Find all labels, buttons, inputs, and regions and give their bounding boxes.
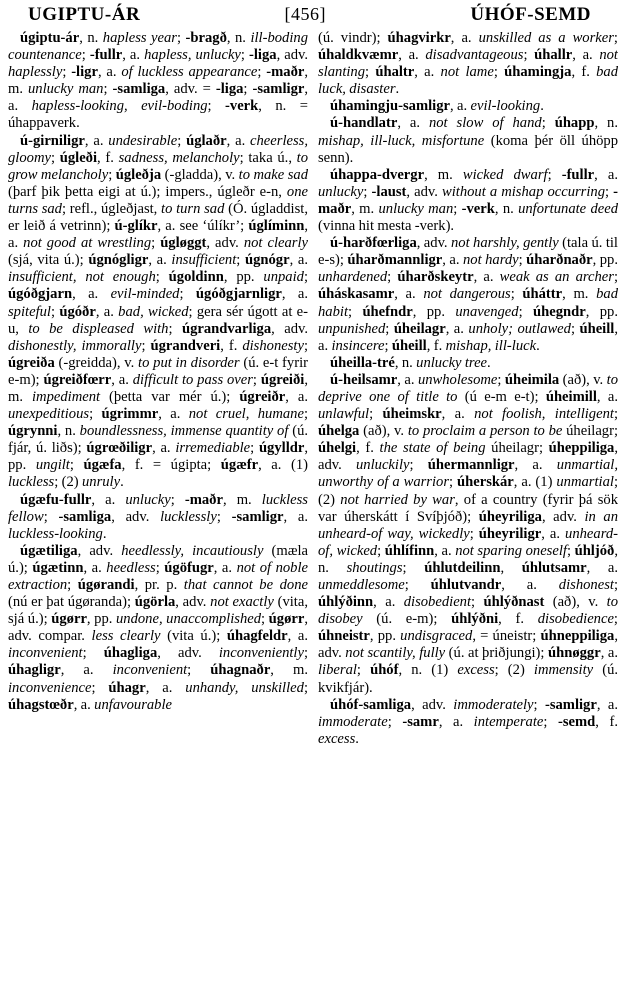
header-left-guideword: UGIPTU-ÁR — [28, 4, 141, 25]
dictionary-entry: ú-harðfœrliga, adv. not harshly, gently (tala ú. til e-s); úharðmannligr, a. not hardy; úharðnaðr, pp. unhardened; úharðskeytr, a. weak as an archer; úháskasamr, a. not dangerous; úháttr, m. bad habit; úhefndr, pp. unavenged; úhegndr, pp. unpunished; úheilagr, a. unholy; outlawed; úheill, a. insincere; úheill, f. mishap, ill-luck. — [318, 235, 618, 354]
page-number: [456] — [284, 4, 327, 24]
header-right-guideword: ÚHÓF-SEMD — [470, 4, 591, 25]
dictionary-entry: úgiptu-ár, n. hapless year; -bragð, n. ill-boding countenance; -fullr, a. hapless, unlucky; -liga, adv. haplessly; -ligr, a. of luckless appearance; -maðr, m. unlucky man; -samliga, adv. = -liga; -samligr, a. hapless-looking, evil-boding; -verk, n. = úhappaverk. — [8, 30, 308, 132]
dictionary-entry: úgætiliga, adv. heedlessly, incautiously (mæla ú.); úgætinn, a. heedless; úgöfugr, a. not of noble extraction; úgørandi, pr. p. that cannot be done (nú er þat úgøranda); úgörla, adv. not exactly (vita, sjá ú.); úgørr, pp. undone, unaccomplished; úgørr, adv. compar. less clearly (vita ú.); úhagfeldr, a. inconvenient; úhagliga, adv. inconveniently; úhagligr, a. inconvenient; úhagnaðr, m. inconvenience; úhagr, a. unhandy, unskilled; úhagstœðr, a. unfavourable — [8, 542, 308, 713]
dictionary-entry: úhóf-samliga, adv. immoderately; -samligr, a. immoderate; -samr, a. intemperate; -semd, f. excess. — [318, 696, 618, 747]
column-right — [318, 30, 618, 985]
running-header — [8, 4, 619, 30]
dictionary-entry: (ú. vindr); úhagvirkr, a. unskilled as a worker; úhaldkvæmr, a. disadvantageous; úhallr, a. not slanting; úhaltr, a. not lame; úhamingja, f. bad luck, disaster. — [318, 30, 618, 98]
dictionary-entry: úheilla-tré, n. unlucky tree. — [330, 354, 491, 371]
text-columns — [8, 30, 619, 985]
dictionary-entry: úhamingju-samligr, a. evil-looking. — [330, 98, 544, 115]
column-left — [8, 30, 308, 985]
dictionary-entry: ú-handlatr, a. not slow of hand; úhapp, n. mishap, ill-luck, misfortune (koma þér öll úhöpp senn). — [318, 115, 618, 166]
dictionary-entry: ú-heilsamr, a. unwholesome; úheimila (að), v. to deprive one of title to (ú e-m e-t); úheimill, a. unlawful; úheimskr, a. not foolish, intelligent; úhelga (að), v. to proclaim a person to be úheilagr; úhelgi, f. the state of being úheilagr; úheppiliga, adv. unluckily; úhermannligr, a. unmartial, unworthy of a warrior; úherskár, a. (1) unmartial; (2) not harried by war, of a country (fyrir þá sök var úherskátt í Svíþjóð); úheyriliga, adv. in an unheard-of way, wickedly; úheyriligr, a. unheard-of, wicked; úhlífinn, a. not sparing oneself; úhljóð, n. shoutings; úhlutdeilinn, úhlutsamr, a. unmeddlesome; úhlutvandr, a. dishonest; úhlýðinn, a. disobedient; úhlýðnast (að), v. to disobey (ú. e-m); úhlýðni, f. disobedience; úhneistr, pp. undisgraced, = úneistr; úhneppiliga, adv. not scantily, fully (ú. at þriðjungi); úhnøggr, a. liberal; úhóf, n. (1) excess; (2) immensity (ú. kvikfjár). — [318, 371, 618, 696]
dictionary-entry: ú-girniligr, a. undesirable; úglaðr, a. cheerless, gloomy; úgleði, f. sadness, melancholy; taka ú., to grow melancholy; úgleðja (-gladda), v. to make sad (þarf þik þetta eigi at ú.); impers., úgleðr e-n, one turns sad; refl., úgleðjast, to turn sad (Ó. úgladdist, er leið á vetrinn); ú-glíkr, a. see ‘úlíkr’; úglíminn, a. not good at wrestling; úgløggt, adv. not clearly (sjá, vita ú.); úgnógligr, a. insufficient; úgnógr, a. insufficient, not enough; úgoldinn, pp. unpaid; úgóðgjarn, a. evil-minded; úgóðgjarnligr, a. spiteful; úgóðr, a. bad, wicked; gera sér úgott at e-u, to be displeased with; úgrandvarliga, adv. dishonestly, immorally; úgrandveri, f. dishonesty; úgreiða (-greidda), v. to put in disorder (ú. e-t fyrir e-m); úgreiðfœrr, a. difficult to pass over; úgreiði, m. impediment (þetta var mér ú.); úgreiðr, a. unexpeditious; úgrimmr, a. not cruel, humane; úgrynni, n. boundlessness, immense quantity of (ú. fjár, ú. liðs); úgrœðiligr, a. irremediable; úgylldr, pp. ungilt; úgæfa, f. = úgipta; úgæfr, a. (1) luckless; (2) unruly. — [8, 132, 308, 491]
dictionary-entry: úhappa-dvergr, m. wicked dwarf; -fullr, a. unlucky; -laust, adv. without a mishap occurring; -maðr, m. unlucky man; -verk, n. unfortunate deed (vinna hit mesta -verk). — [318, 166, 618, 235]
dictionary-entry: úgæfu-fullr, a. unlucky; -maðr, m. luckless fellow; -samliga, adv. lucklessly; -samligr, a. luckless-looking. — [8, 491, 308, 542]
